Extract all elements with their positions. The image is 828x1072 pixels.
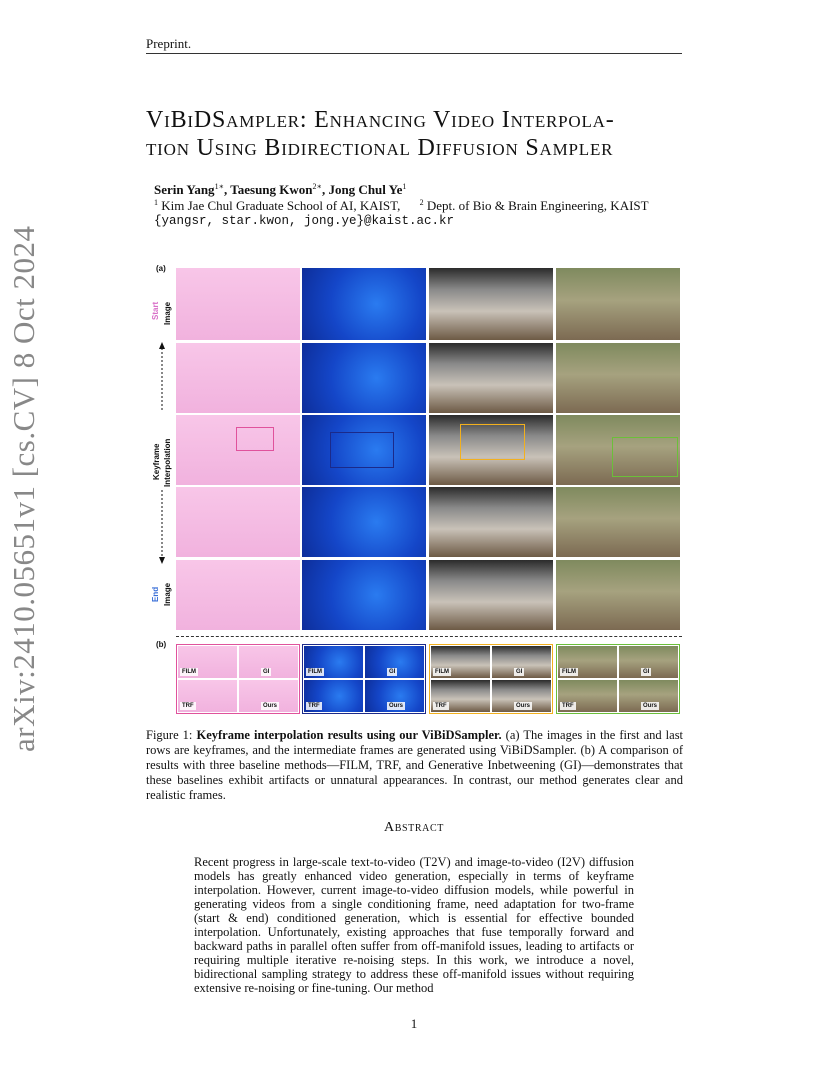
frame-dog-row-2 [176, 343, 300, 413]
end-label: End [151, 586, 160, 602]
highlight-box-tea [460, 424, 525, 460]
comparison-label: Ours [643, 703, 658, 709]
author-3: Jong Chul Ye [328, 182, 403, 197]
highlight-box-park [612, 437, 678, 477]
frame-park-row-1 [556, 268, 680, 340]
comparison-label: FILM [308, 669, 322, 675]
frame-jelly-row-5 [302, 560, 426, 630]
author-3-sup: 1 [402, 182, 407, 191]
page-number: 1 [410, 1016, 418, 1031]
comparison-jelly-ours [365, 680, 424, 712]
panel-b-label: (b) [156, 640, 167, 649]
comparison-jelly-film [304, 646, 363, 678]
frame-tea-row-5 [429, 560, 553, 630]
frame-dog-row-5 [176, 560, 300, 630]
caption-text: (a) The images in the first and last rows are keyframes, and the intermediate frames are generated using ViBiDSampler. (b) A comparison of results with three baseline methods—FILM, TRF, and Generative Inbetweening (GI)—demonstrates that these baselines exhibit artifacts or unnatural appearances. In contrast, our method generates clear and realistic frames. [146, 728, 684, 802]
comparison-tea-trf [431, 680, 490, 712]
affil-2-sup: 2 [419, 198, 424, 207]
comparison-label: TRF [182, 703, 194, 709]
comparison-jelly-trf [304, 680, 363, 712]
comparison-label: Ours [389, 703, 404, 709]
timeline-arrow-icon [156, 340, 168, 565]
start-label-group [151, 302, 160, 320]
frame-tea-row-4 [429, 487, 553, 557]
comparison-dog-gi [239, 646, 298, 678]
comparison-label: FILM [182, 669, 196, 675]
author-1: Serin Yang [154, 182, 215, 197]
comparison-label: TRF [308, 703, 320, 709]
frame-park-row-2 [556, 343, 680, 413]
author-2-sup: 2∗ [312, 182, 322, 191]
abstract-body: Recent progress in large-scale text-to-video (T2V) and image-to-video (I2V) diffusion models has greatly enhanced video generation, especially in terms of keyframe interpolation. However, current image-to-video diffusion models, while powerful in generating videos from a single conditioning frame, need adaptation for two-frame (start & end) conditioned generation, which is essential for effective bounded interpolation. Unfortunately, existing approaches that fuse temporally forward and backward paths in parallel often suffer from off-manifold issues, leading to artifacts or requiring multiple iterative re-noising steps. In this work, we introduce a novel, bidirectional sampling strategy to address these off-manifold issues without requiring extensive re-noising or fine-tuning. Our method [194, 855, 634, 995]
comparison-tea-film [431, 646, 490, 678]
affiliation-2: Dept. of Bio & Brain Engineering, KAIST [426, 198, 649, 213]
comparison-tea-ours [492, 680, 551, 712]
comparison-label: GI [263, 669, 270, 675]
frame-park-row-4 [556, 487, 680, 557]
author-1-sup: 1∗ [214, 182, 224, 191]
start-image-label: Image [163, 301, 172, 325]
end-image-label: Image [163, 582, 172, 606]
panel-divider [176, 636, 682, 637]
frame-park-row-5 [556, 560, 680, 630]
title-line-1: ViBiDSampler: Enhancing Video Interpola- [146, 107, 615, 133]
caption-bold: Keyframe interpolation results using our ViBiDSampler. [196, 728, 502, 742]
comparison-dog-trf [178, 680, 237, 712]
frame-jelly-row-4 [302, 487, 426, 557]
author-emails: {yangsr, star.kwon, jong.ye}@kaist.ac.kr [154, 214, 455, 228]
frame-jelly-row-1 [302, 268, 426, 340]
author-2: Taesung Kwon [230, 182, 313, 197]
comparison-label: Ours [516, 703, 531, 709]
author-list: Serin Yang$^{1∗}$, Taesung Kwon$^{2∗}$, Jong Chul Ye$^1$ [154, 182, 407, 197]
comparison-park-ours [619, 680, 678, 712]
end-label-group [151, 587, 160, 602]
title-line-2: tion Using Bidirectional Diffusion Sampler [146, 135, 614, 161]
figure-caption [146, 728, 683, 803]
comparison-jelly-gi [365, 646, 424, 678]
paper-title [146, 106, 686, 162]
frame-jelly-row-2 [302, 343, 426, 413]
header-label: Preprint. [146, 36, 192, 51]
frame-dog-row-1 [176, 268, 300, 340]
comparison-label: TRF [562, 703, 574, 709]
arxiv-stamp: arXiv:2410.05651v1 [cs.CV] 8 Oct 2024 [6, 225, 41, 752]
comparison-park-gi [619, 646, 678, 678]
comparison-park-trf [558, 680, 617, 712]
comparison-label: GI [389, 669, 396, 675]
comparison-label: GI [516, 669, 523, 675]
affiliation-1: Kim Jae Chul Graduate School of AI, KAIST, [161, 198, 401, 213]
panel-a-label: (a) [156, 264, 166, 273]
keyframe-label: Keyframe [152, 443, 161, 480]
caption-prefix: Figure 1: [146, 728, 193, 742]
frame-tea-row-1 [429, 268, 553, 340]
frame-tea-row-2 [429, 343, 553, 413]
start-label: Start [151, 301, 160, 320]
comparison-dog-ours [239, 680, 298, 712]
comparison-label: GI [643, 669, 650, 675]
comparison-park-film [558, 646, 617, 678]
highlight-box-jelly [330, 432, 394, 468]
comparison-label: FILM [562, 669, 576, 675]
comparison-tea-gi [492, 646, 551, 678]
affil-1-sup: 1 [154, 198, 158, 207]
affiliations [154, 198, 649, 214]
comparison-dog-film [178, 646, 237, 678]
comparison-label: FILM [435, 669, 449, 675]
highlight-box-dog [236, 427, 274, 451]
abstract-heading: Abstract [384, 820, 444, 835]
comparison-label: Ours [263, 703, 278, 709]
frame-dog-row-4 [176, 487, 300, 557]
comparison-label: TRF [435, 703, 447, 709]
header-rule [146, 53, 682, 54]
interpolation-label: Interpolation [163, 438, 172, 487]
